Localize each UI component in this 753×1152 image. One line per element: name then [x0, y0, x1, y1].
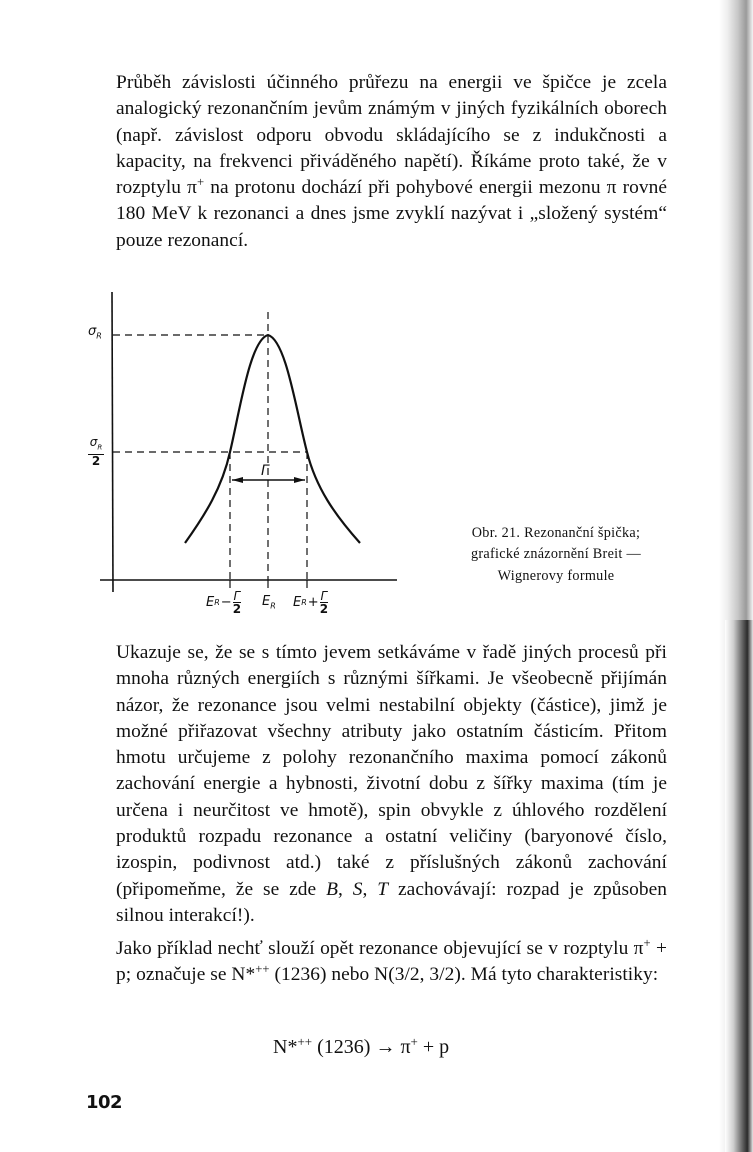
- paragraph-3-text: Jako příklad nechť slouží opět rezonance objevující se v rozptylu π: [116, 938, 644, 959]
- caption-line: Wignerovy formule: [497, 567, 615, 584]
- y-label-sigma-r: $\sigma_R$: [88, 324, 102, 341]
- y-axis: [112, 292, 113, 592]
- x-label-er-plus: E R + $\frac{\Gamma}{2}$: [293, 589, 329, 616]
- y-label-sigma-r-half: $\sigma_R$ 2: [89, 435, 103, 469]
- decay-equation: N*++ (1236) → π+ + p: [273, 1033, 450, 1058]
- symbol-s: S: [352, 878, 363, 900]
- book-spine-shadow-dark: [725, 620, 753, 1152]
- superscript: ++: [255, 962, 270, 977]
- superscript: +: [196, 175, 205, 190]
- paragraph-2: Ukazuje se, že se s tímto jevem setkáváme v řadě jiných procesů při mnoha různých energiích s různými šířkami. Je všeobecně přijímán názor, že rezonance jsou velmi nestabilní objekty (částice), jimž je možné přiřazovat všechny atributy jako ostatním částicím. Přitom hmotu určujeme z polohy rezonančního maxima pomocí zákonů zachování energie a hybnosti, životní dobu z šířky maxima (tím je určena i neurčitost ve hmotě), spin obvykle z úhlového rozdělení produktů rozpadu rezonance a ostatní veličiny (baryonové číslo, izospin, podivnost atd.) také z příslušných zákonů zachování (připomeňme, že se zde B, S, T zachovávají: rozpad je způsoben silnou interakcí!).: [116, 642, 668, 926]
- symbol-b: B: [326, 878, 338, 900]
- paragraph-2-text-cont: zachovávají: rozpad je způsoben silnou interakcí!).: [116, 878, 668, 926]
- caption-line: Obr. 21. Rezonanční špička;: [471, 525, 641, 541]
- caption-line: grafické znázornění Breit —: [471, 546, 641, 563]
- x-label-er: $E_R$: [262, 594, 276, 611]
- figure-caption: [440, 523, 672, 587]
- gamma-width-label: Γ: [261, 463, 269, 479]
- symbol-t: T: [377, 878, 389, 900]
- paragraph-3: Jako příklad nechť slouží opět rezonance objevující se v rozptylu π+ + p; označuje se N*++ (1236) nebo N(3/2, 3/2). Má tyto charakteristiky:: [116, 936, 667, 986]
- paragraph-1-text: Průběh závislosti účinného průřezu na energii ve špičce je zcela analogický rezonančním jevům známým v jiných fyzikálních oborech (např. závislost odporu obvodu skládajícího se z indukčnosti a kapacity, na frekvenci přiváděného napětí). Říkáme proto také, že v rozptylu π: [116, 72, 667, 199]
- paragraph-2-text: Ukazuje se, že se s tímto jevem setkáváme v řadě jiných procesů při mnoha různých energiích s různými šířkami. Je všeobecně přijímán názor, že rezonance jsou velmi nestabilní objekty (částice), jimž je možné přiřazovat všechny atributy jako ostatním částicím. Přitom hmotu určujeme z polohy rezonančního maxima pomocí zákonů zachování energie a hybnosti, životní dobu z šířky maxima (tím je určena i neurčitost ve hmotě), spin obvykle z úhlového rozdělení produktů rozpadu rezonance a ostatní veličiny (baryonové číslo, izospin, podivnost atd.) také z příslušných zákonů zachování (připomeňme, že se zde: [116, 642, 667, 900]
- page-number: 102: [86, 1092, 123, 1113]
- x-label-er-minus: E R − $\frac{\Gamma}{2}$: [206, 589, 242, 616]
- resonance-curve: [185, 335, 360, 543]
- superscript: +: [643, 936, 651, 951]
- paragraph-1-text-cont: na protonu dochází při pohybové energii mezonu π rovné 180 MeV k rezonanci a dnes jsme zvyklí nazývat i „složený systém“ pouze rezonancí.: [116, 177, 667, 251]
